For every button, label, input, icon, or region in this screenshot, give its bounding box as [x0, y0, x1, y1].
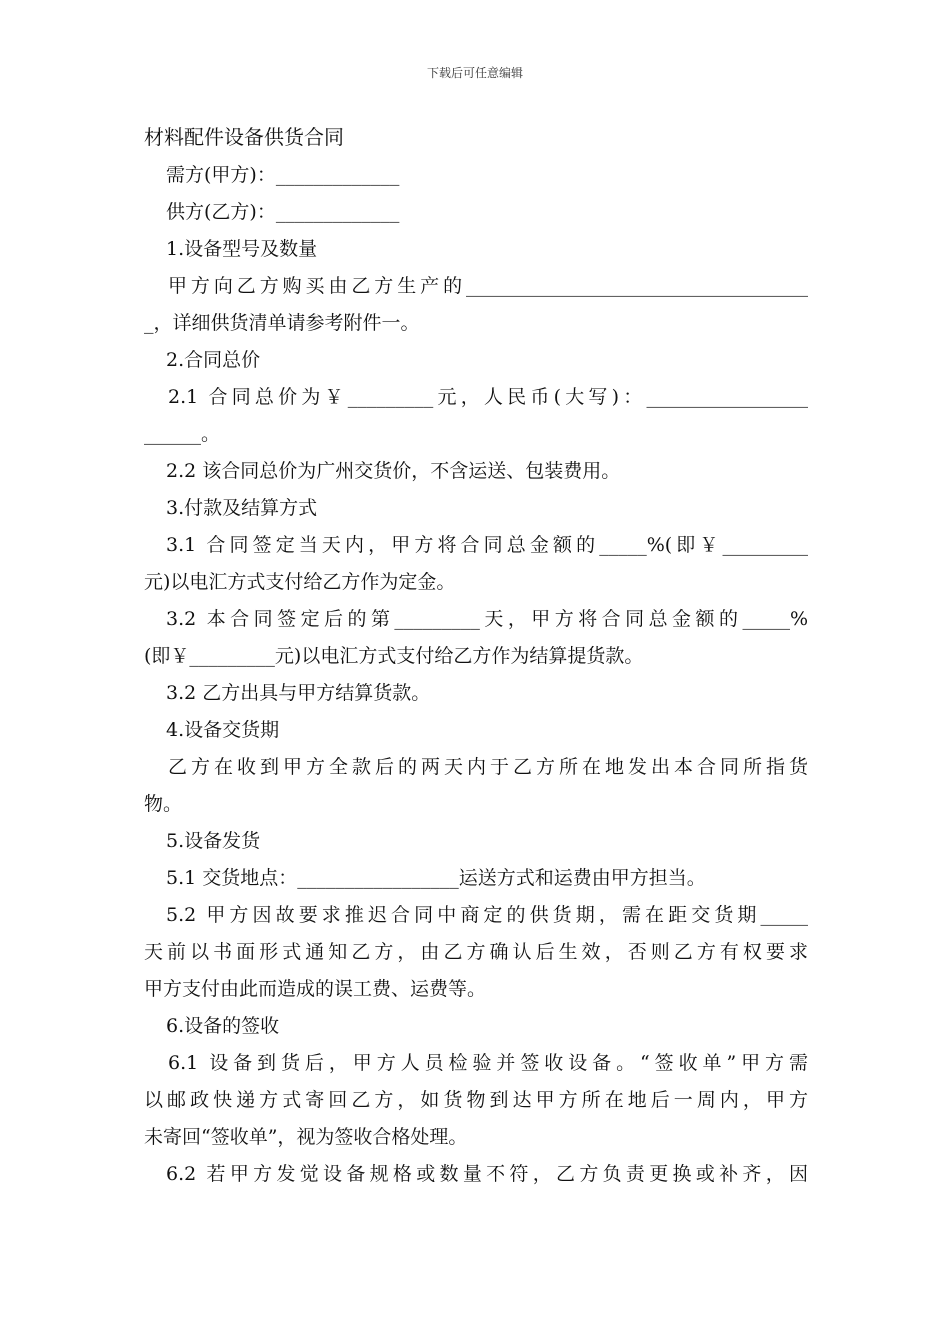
contract-line: 元)以电汇方式支付给乙方作为定金。: [144, 571, 456, 593]
contract-line: 3.1 合同签定当天内，甲方将合同总金额的_____%(即￥_________: [166, 534, 808, 556]
contract-lines: [144, 157, 808, 1193]
contract-body: [144, 120, 808, 1193]
contract-line: 天前以书面形式通知乙方，由乙方确认后生效，否则乙方有权要求: [144, 941, 808, 963]
contract-line: 需方(甲方)：_____________: [166, 164, 400, 186]
contract-line: 6.2 若甲方发觉设备规格或数量不符，乙方负责更换或补齐，因: [166, 1163, 808, 1185]
contract-line: 甲方支付由此而造成的误工费、运费等。: [144, 978, 487, 1000]
contract-line: 5.1 交货地点：_________________运送方式和运费由甲方担当。: [166, 867, 706, 889]
page-header-note: 下载后可任意编辑: [426, 66, 523, 80]
contract-line: 2.合同总价: [166, 349, 261, 371]
contract-line: 甲方向乙方购买由乙方生产的____________________________________: [168, 275, 808, 297]
contract-line: 2.2 该合同总价为广州交货价，不含运送、包装费用。: [166, 460, 621, 482]
contract-line: 3.2 本合同签定后的第_________天，甲方将合同总金额的_____%: [166, 608, 808, 630]
contract-line: _，详细供货清单请参考附件一。: [144, 312, 420, 334]
contract-line: 6.1 设备到货后，甲方人员检验并签收设备。“签收单”甲方需: [168, 1052, 808, 1074]
contract-line: ______。: [144, 423, 221, 445]
contract-line: 乙方在收到甲方全款后的两天内于乙方所在地发出本合同所指货: [168, 756, 808, 778]
contract-line: 3.付款及结算方式: [166, 497, 318, 519]
contract-line: 3.2 乙方出具与甲方结算货款。: [166, 682, 431, 704]
contract-line: 5.设备发货: [166, 830, 261, 852]
contract-line: 2.1 合同总价为￥_________元，人民币(大写)：_________________: [168, 386, 808, 408]
contract-line: 4.设备交货期: [166, 719, 280, 741]
contract-line: 未寄回“签收单”，视为签收合格处理。: [144, 1126, 468, 1148]
contract-line: 供方(乙方)：_____________: [166, 201, 400, 223]
contract-line: 物。: [144, 793, 183, 815]
document-title: 材料配件设备供货合同: [144, 125, 344, 149]
contract-line: 以邮政快递方式寄回乙方，如货物到达甲方所在地后一周内，甲方: [144, 1089, 808, 1111]
contract-line: 5.2 甲方因故要求推迟合同中商定的供货期，需在距交货期_____: [166, 904, 808, 926]
contract-line: 1.设备型号及数量: [166, 238, 318, 260]
contract-line: 6.设备的签收: [166, 1015, 280, 1037]
contract-line: (即￥_________元)以电汇方式支付给乙方作为结算提货款。: [144, 645, 644, 667]
